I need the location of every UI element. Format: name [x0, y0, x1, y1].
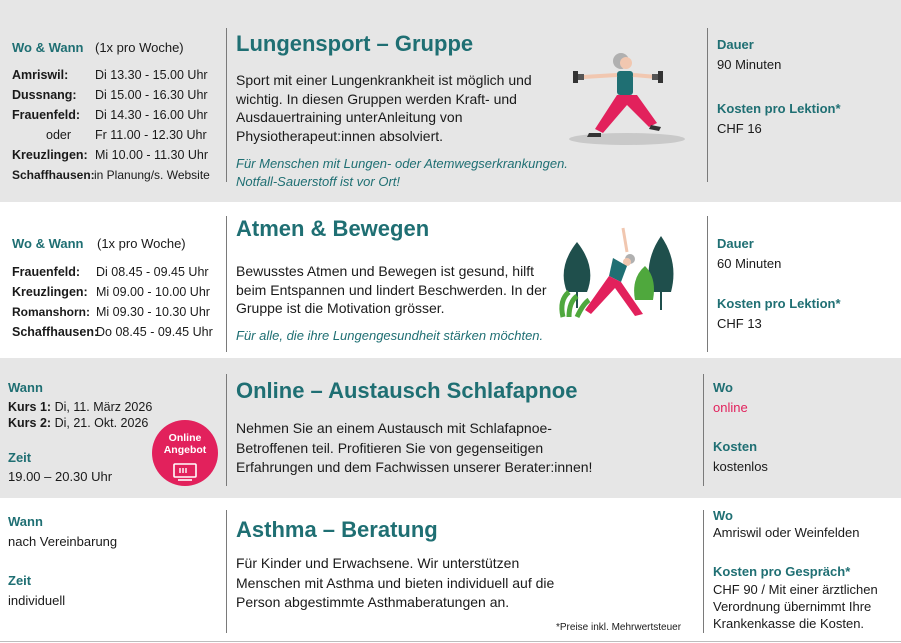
schedule-row: Schaffhausen:	[12, 325, 99, 339]
cost-label: Kosten pro Lektion*	[717, 101, 841, 116]
column-divider	[703, 374, 704, 486]
cost-value: kostenlos	[713, 459, 768, 474]
time-value: individuell	[8, 593, 66, 608]
column-divider	[707, 28, 708, 182]
cost-value: CHF 13	[717, 316, 762, 331]
schedule-row: Dussnang:	[12, 88, 77, 102]
column-divider	[703, 510, 704, 633]
cost-label: Kosten pro Lektion*	[717, 296, 841, 311]
column-divider	[226, 28, 227, 182]
cost-value: CHF 16	[717, 121, 762, 136]
schedule-time: in Planung/s. Website	[94, 168, 210, 182]
schedule-time: Fr 11.00 - 12.30 Uhr	[95, 128, 207, 142]
schedule-time: Mi 09.30 - 10.30 Uhr	[96, 305, 210, 319]
monitor-icon	[172, 462, 198, 482]
kurs1: Kurs 1: Di, 11. März 2026	[8, 400, 153, 414]
section-body: Sport mit einer Lungenkrankheit ist möglich und wichtig. In diesen Gruppen werden Kraft- und Ausdauertraining unterAnleitung von Physiotherapeut:innen absolviert.	[236, 72, 532, 144]
where-label: Wo	[713, 380, 733, 395]
footnote: *Preise inkl. Mehrwertsteuer	[556, 622, 682, 633]
cost-value: CHF 90 / Mit einer ärztlichen Verordnung übernimmt Ihre Krankenkasse die Kosten.	[713, 582, 878, 631]
section-title: Lungensport – Gruppe	[236, 31, 474, 56]
badge-line: Online	[168, 432, 202, 444]
schedule-time: Di 14.30 - 16.00 Uhr	[95, 108, 208, 122]
when-label: Wo & Wann	[12, 40, 84, 55]
when-label: Wann	[8, 514, 43, 529]
where-value: online	[713, 400, 748, 415]
column-divider	[226, 216, 227, 352]
cost-label: Kosten pro Gespräch*	[713, 564, 851, 579]
badge-line: Angebot	[163, 444, 207, 456]
schedule-row: Schaffhausen:	[12, 168, 95, 182]
schedule-row: Kreuzlingen:	[12, 148, 88, 162]
schedule-time: Mi 10.00 - 11.30 Uhr	[95, 148, 209, 162]
section-online	[0, 358, 901, 498]
online-badge	[152, 420, 218, 486]
when-label: Wo & Wann	[12, 236, 84, 251]
duration-label: Dauer	[717, 37, 754, 52]
when-label: Wann	[8, 380, 43, 395]
time-label: Zeit	[8, 573, 32, 588]
schedule-time: Do 08.45 - 09.45 Uhr	[96, 325, 213, 339]
exercise-illustration	[565, 45, 695, 150]
where-value: Amriswil oder Weinfelden	[713, 525, 860, 540]
column-divider	[707, 216, 708, 352]
section-title: Online – Austausch Schlafapnoe	[236, 378, 578, 403]
section-title: Asthma – Beratung	[236, 517, 438, 542]
duration-value: 60 Minuten	[717, 256, 782, 271]
column-divider	[226, 374, 227, 486]
stretching-illustration	[555, 222, 690, 322]
duration-label: Dauer	[717, 236, 754, 251]
schedule-row: oder	[46, 128, 72, 142]
schedule-time: Di 13.30 - 15.00 Uhr	[95, 68, 208, 82]
schedule-time: Di 15.00 - 16.30 Uhr	[95, 88, 208, 102]
column-divider	[226, 510, 227, 633]
section-asthma	[0, 498, 901, 643]
section-atmen	[0, 202, 901, 358]
section-body: Nehmen Sie an einem Austausch mit Schlafapnoe-Betroffenen teil. Profitieren Sie von gegenseitigen Erfahrungen und dem Fachwissen unserer Berater:innen!	[236, 420, 593, 475]
section-body: Bewusstes Atmen und Bewegen ist gesund, hilft beim Entspannen und lindert Beschwerden. In der Gruppe ist die Motivation grösser.	[236, 263, 547, 316]
bottom-rule	[0, 641, 901, 642]
schedule-row: Amriswil:	[12, 68, 69, 82]
where-label: Wo	[713, 508, 733, 523]
section-title: Atmen & Bewegen	[236, 216, 430, 241]
frequency: (1x pro Woche)	[95, 40, 184, 55]
time-value: 19.00 – 20.30 Uhr	[8, 469, 113, 484]
frequency: (1x pro Woche)	[97, 236, 186, 251]
schedule-row: Romanshorn:	[12, 305, 90, 319]
schedule-row: Kreuzlingen:	[12, 285, 88, 299]
duration-value: 90 Minuten	[717, 57, 782, 72]
time-label: Zeit	[8, 450, 32, 465]
section-note: Für alle, die ihre Lungengesundheit stärken möchten.	[236, 328, 544, 343]
schedule-row: Frauenfeld:	[12, 108, 81, 122]
section-body: Für Kinder und Erwachsene. Wir unterstützen Menschen mit Asthma und bieten individuell auf die Person abgestimmte Asthmaberatungen an.	[236, 555, 555, 610]
schedule-time: Mi 09.00 - 10.00 Uhr	[96, 285, 210, 299]
cost-label: Kosten	[713, 439, 758, 454]
when-value: nach Vereinbarung	[8, 534, 118, 549]
schedule-row: Frauenfeld:	[12, 265, 81, 279]
schedule-time: Di 08.45 - 09.45 Uhr	[96, 265, 209, 279]
section-lungensport	[0, 0, 901, 202]
kurs2: Kurs 2: Di, 21. Okt. 2026	[8, 416, 149, 430]
section-note: Für Menschen mit Lungen- oder Atemwegserkrankungen. Notfall-Sauerstoff ist vor Ort!	[236, 156, 568, 189]
